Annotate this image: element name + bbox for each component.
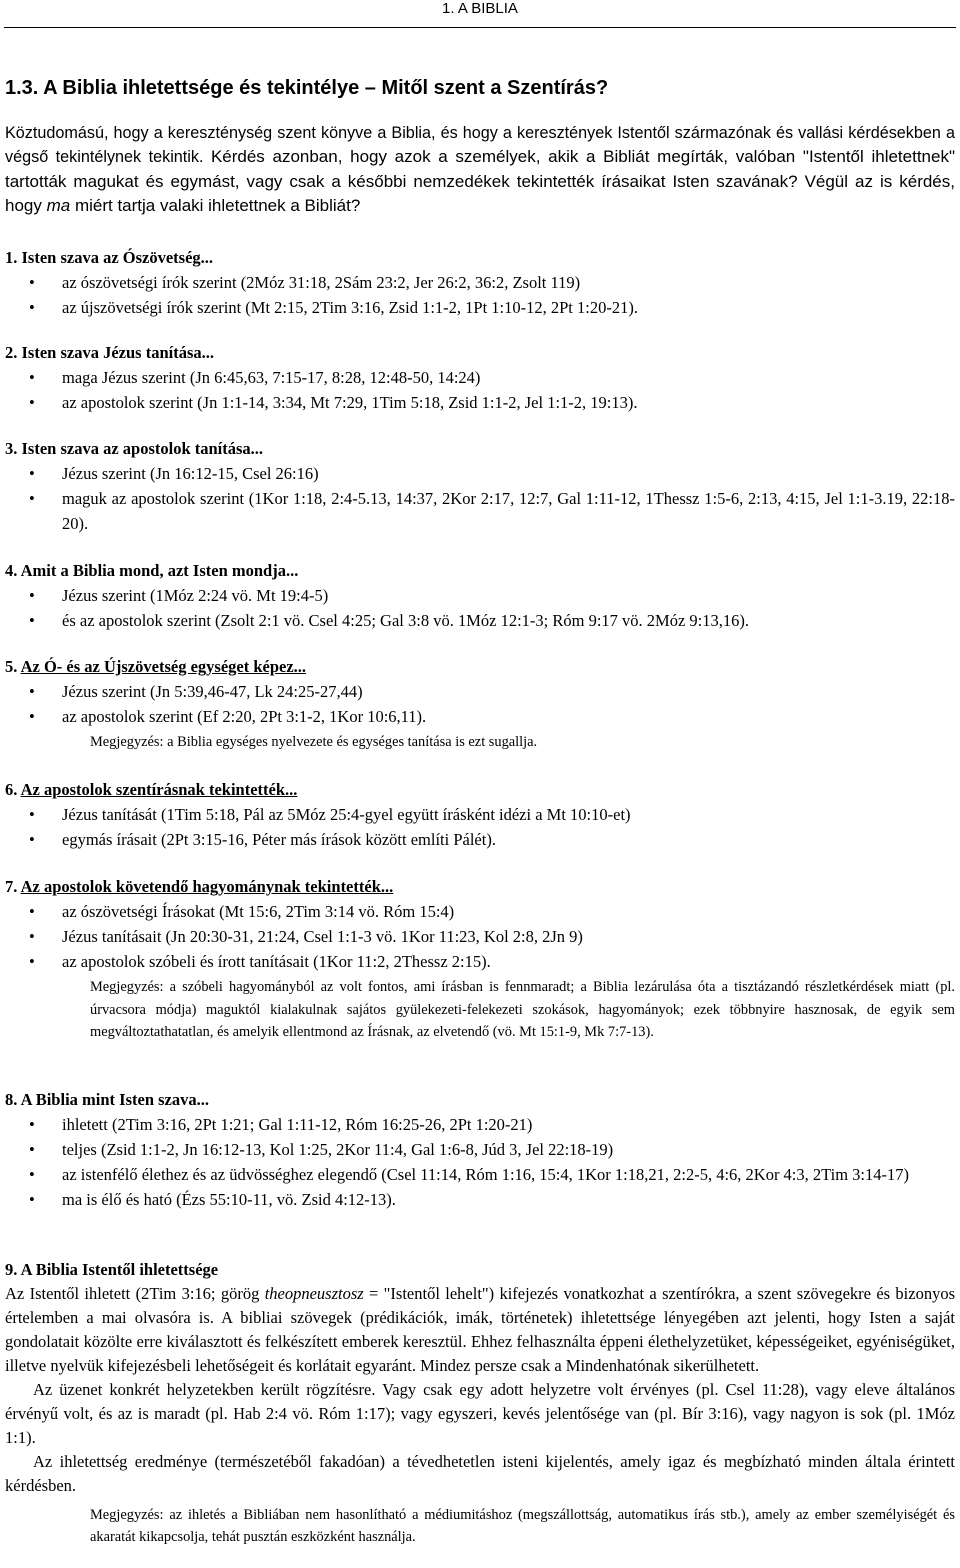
bullet-icon: • xyxy=(29,298,35,317)
section-7 xyxy=(5,874,955,1044)
body-paragraph: Az ihletettség eredménye (természetéből fakadóan) a tévedhetetlen isteni kijelentés, amely igaz és megbízható minden általa érintett kérdésben. xyxy=(5,1452,955,1495)
list-item: • Jézus tanításait (Jn 20:30-31, 21:24, Csel 1:1-3 vö. 1Kor 11:23, Kol 2:8, 2Jn 9) xyxy=(5,924,955,949)
intro-question: Kérdés azonban, hogy azok a személyek, akik a Bibliát megírták, valóban "Istentől ihletettnek" tartották magukat és egymást, vagy csak a későbbi nemzedékek tekintették írásaikat Isten szavának? xyxy=(5,147,955,191)
list-item: • Jézus tanítását (1Tim 5:18, Pál az 5Móz 25:4-gyel együtt írásként idézi a Mt 10:10-et) xyxy=(5,802,955,827)
list-item: • teljes (Zsid 1:1-2, Jn 16:12-13, Kol 1:25, 2Kor 11:4, Gal 1:6-8, Júd 3, Jel 22:18-19) xyxy=(5,1137,955,1162)
section-1 xyxy=(5,245,955,320)
list-item: • az apostolok szerint (Ef 2:20, 2Pt 3:1-2, 1Kor 10:6,11). xyxy=(5,704,955,729)
bullet-icon: • xyxy=(29,1190,35,1209)
section-heading: 7. Az apostolok követendő hagyománynak tekintették... xyxy=(5,877,394,896)
section-heading: 2. Isten szava Jézus tanítása... xyxy=(5,343,214,362)
section-heading: 5. Az Ó- és az Újszövetség egységet képez... xyxy=(5,657,307,676)
section-3 xyxy=(5,436,955,536)
note: Megjegyzés: az ihletés a Bibliában nem hasonlítható a médiumitáshoz (megszállottság, automatikus írás stb.), amely az ember személyiségét és akaratát kikapcsolja, tehát pusztán eszközként használja. xyxy=(90,1507,955,1545)
intro-paragraph xyxy=(5,121,955,218)
bullet-list xyxy=(5,461,955,536)
greek-term: theopneusztosz xyxy=(264,1284,364,1303)
list-item: • ma is élő és ható (Ézs 55:10-11, vö. Zsid 4:12-13). xyxy=(5,1187,955,1212)
bullet-icon: • xyxy=(29,682,35,701)
bullet-icon: • xyxy=(29,830,35,849)
bullet-icon: • xyxy=(29,489,35,508)
bullet-list xyxy=(5,899,955,974)
bullet-icon: • xyxy=(29,464,35,483)
bullet-icon: • xyxy=(29,1165,35,1184)
header-rule xyxy=(4,27,956,28)
body-paragraph: Az Istentől ihletett (2Tim 3:16; görög theopneusztosz = "Istentől lehelt") kifejezés vonatkozhat a szentírókra, a szent szövegekre és bizonyos értelemben a mai olvasóra is. A bibliai szövegek (prédikációk, imák, történetek) ihletettsége lényegében azt jelenti, hogy Isten a saját gondolatait közölte erre kiválasztott és felkészített emberek keresztül. Ehhez felhasználta éppeni élethelyzetüket, képességeiket, egyéniségüket, illetve nyelvük kifejezésbeli lehetőségeit és korlátait egyaránt. Mindez persze csak a Mindenhatónak sikerülhetett. xyxy=(5,1284,955,1375)
bullet-icon: • xyxy=(29,952,35,971)
section-heading: 3. Isten szava az apostolok tanítása... xyxy=(5,439,264,458)
bullet-list xyxy=(5,1112,955,1212)
bullet-icon: • xyxy=(29,586,35,605)
section-9 xyxy=(5,1257,955,1548)
intro-part-1: Köztudomású, hogy a kereszténység szent könyve a Biblia, és hogy a keresztények Istentől származónak és vallási kérdésekben a végső tekintélynek tekintik. xyxy=(5,124,955,167)
bullet-icon: • xyxy=(29,1140,35,1159)
section-heading: 4. Amit a Biblia mond, azt Isten mondja... xyxy=(5,561,299,580)
list-item: • az újszövetségi írók szerint (Mt 2:15, 2Tim 3:16, Zsid 1:1-2, 1Pt 1:10-12, 2Pt 1:20-21). xyxy=(5,295,955,320)
section-heading: 1. Isten szava az Ószövetség... xyxy=(5,248,214,267)
list-item: • az istenfélő élethez és az üdvösséghez elegendő (Csel 11:14, Róm 1:16, 15:4, 1Kor 1:18,21, 2:2-5, 4:6, 2Kor 4:3, 2Tim 3:14-17) xyxy=(5,1162,955,1187)
list-item: • az ószövetségi írók szerint (2Móz 31:18, 2Sám 23:2, Jer 26:2, 36:2, Zsolt 119) xyxy=(5,270,955,295)
section-title: 1.3. A Biblia ihletettsége és tekintélye – Mitől szent a Szentírás? xyxy=(5,77,609,99)
bullet-icon: • xyxy=(29,273,35,292)
section-heading: 8. A Biblia mint Isten szava... xyxy=(5,1090,209,1109)
section-4 xyxy=(5,558,955,633)
section-heading: 6. Az apostolok szentírásnak tekintették... xyxy=(5,780,298,799)
section-2 xyxy=(5,340,955,415)
bullet-list xyxy=(5,365,955,415)
bullet-icon: • xyxy=(29,368,35,387)
body-paragraph: Az üzenet konkrét helyzetekben került rögzítésre. Vagy csak egy adott helyzetre volt érvényes (pl. Csel 11:28), vagy eleve általános érvényű volt, és az is maradt (pl. Hab 2:4 vö. Róm 1:17); vagy egyszeri, kevés jelentősége van (pl. Bír 3:16), vagy nagyon is sok (pl. 1Móz 1:1). xyxy=(5,1380,955,1447)
list-item: • Jézus szerint (Jn 5:39,46-47, Lk 24:25-27,44) xyxy=(5,679,955,704)
running-header: 1. A BIBLIA xyxy=(442,0,518,17)
section-6 xyxy=(5,777,955,852)
bullet-icon: • xyxy=(29,1115,35,1134)
bullet-list xyxy=(5,270,955,320)
list-item: • ihletett (2Tim 3:16, 2Pt 1:21; Gal 1:11-12, Róm 16:25-26, 2Pt 1:20-21) xyxy=(5,1112,955,1137)
note: Megjegyzés: a Biblia egységes nyelvezete és egységes tanítása is ezt sugallja. xyxy=(90,734,538,750)
note: Megjegyzés: a szóbeli hagyományból az volt fontos, ami írásban is fennmaradt; a Biblia lezárulása óta a tisztázandó részletkérdések miatt (pl. úrvacsora módja) maguktól kialakulnak sajátos gyülekezeti-felekezeti szokások, hagyományok; ezek többnyire hasznosak, de egyik sem megváltoztathatatlan, és amelyik ellentmond az Írásnak, az elvetendő (vö. Mt 15:1-9, Mk 7:7-13). xyxy=(90,979,955,1040)
bullet-icon: • xyxy=(29,393,35,412)
list-item: • maga Jézus szerint (Jn 6:45,63, 7:15-17, 8:28, 12:48-50, 14:24) xyxy=(5,365,955,390)
intro-final-question: Végül az is kérdés, hogy ma miért tartja valaki ihletettnek a Bibliát? xyxy=(5,171,955,215)
list-item: • Jézus szerint (Jn 16:12-15, Csel 26:16) xyxy=(5,461,955,486)
list-item: • Jézus szerint (1Móz 2:24 vö. Mt 19:4-5) xyxy=(5,583,955,608)
section-8 xyxy=(5,1087,955,1212)
list-item: • az apostolok szóbeli és írott tanításait (1Kor 11:2, 2Thessz 2:15). xyxy=(5,949,955,974)
bullet-list xyxy=(5,583,955,633)
section-heading: 9. A Biblia Istentől ihletettsége xyxy=(5,1260,219,1279)
section-5 xyxy=(5,654,955,754)
bullet-icon: • xyxy=(29,927,35,946)
list-item: • az apostolok szerint (Jn 1:1-14, 3:34, Mt 7:29, 1Tim 5:18, Zsid 1:1-2, Jel 1:1-2, 19:13). xyxy=(5,390,955,415)
list-item: • maguk az apostolok szerint (1Kor 1:18, 2:4-5.13, 14:37, 2Kor 2:17, 12:7, Gal 1:11-12, 1Thessz 1:5-6, 2:13, 4:15, Jel 1:1-3.19, 22:18-20). xyxy=(5,486,955,536)
bullet-icon: • xyxy=(29,707,35,726)
bullet-icon: • xyxy=(29,902,35,921)
list-item: • egymás írásait (2Pt 3:15-16, Péter más írások között említi Pálét). xyxy=(5,827,955,852)
list-item: • és az apostolok szerint (Zsolt 2:1 vö. Csel 4:25; Gal 3:8 vö. 1Móz 12:1-3; Róm 9:17 vö. 2Móz 9:13,16). xyxy=(5,608,955,633)
list-item: • az ószövetségi Írásokat (Mt 15:6, 2Tim 3:14 vö. Róm 15:4) xyxy=(5,899,955,924)
emphasis-ma: ma xyxy=(46,195,71,215)
bullet-icon: • xyxy=(29,611,35,630)
bullet-icon: • xyxy=(29,805,35,824)
bullet-list xyxy=(5,802,955,852)
bullet-list xyxy=(5,679,955,729)
